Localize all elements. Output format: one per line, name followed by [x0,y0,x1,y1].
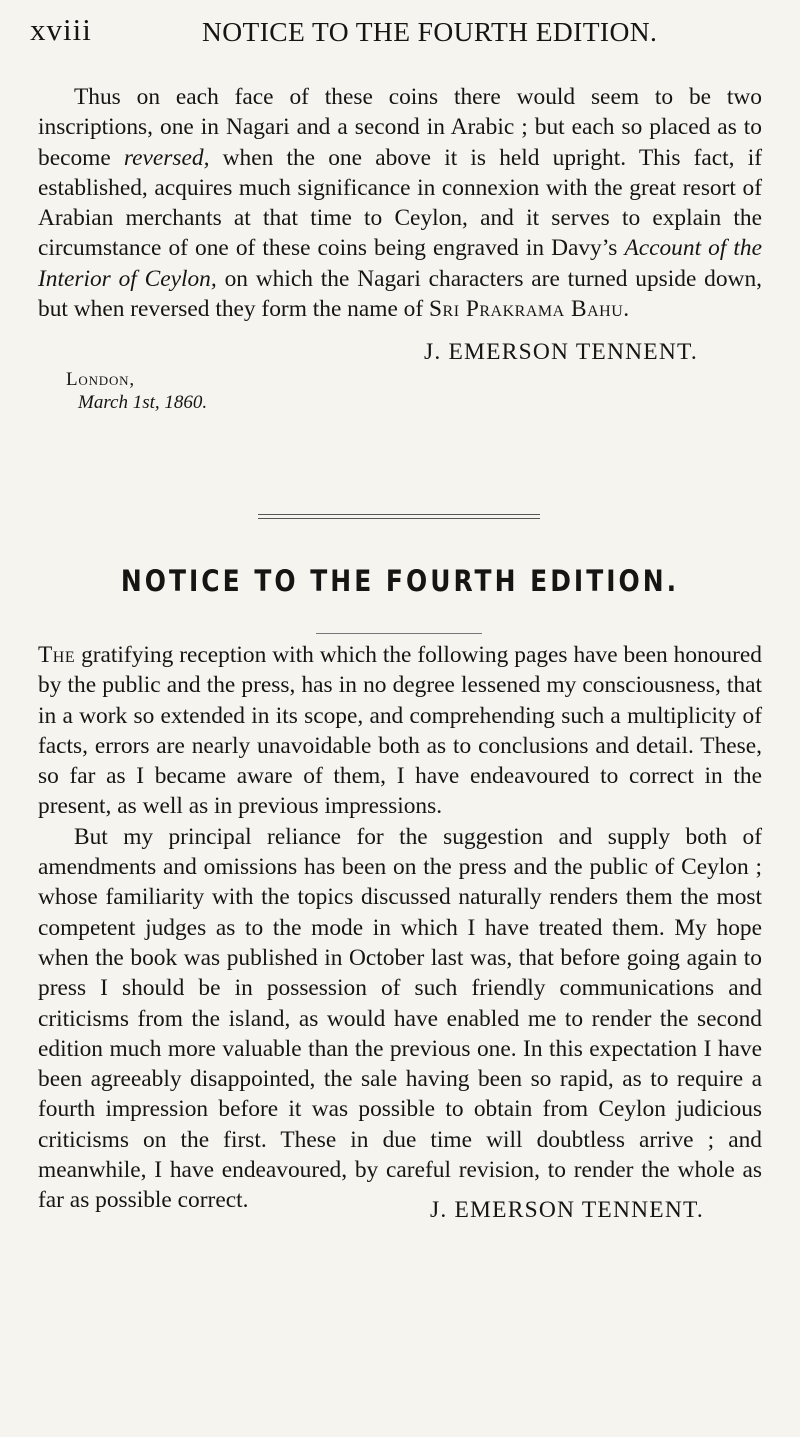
running-head [30,12,770,52]
king-name: Sri Prakrama Bahu. [429,296,630,323]
drop-word: The [38,642,76,668]
section-divider-bottom [258,518,540,519]
dateline [66,368,207,414]
heading-rule [316,633,482,634]
section-heading: NOTICE TO THE FOURTH EDITION. [120,564,680,598]
dateline-date: March 1st, 1860. [78,392,208,413]
emphasis-reversed: reversed, [123,144,210,171]
preface-signature: J. EMERSON TENNENT. [424,339,698,365]
notice-body [38,640,762,1216]
preface-closing-paragraph [38,82,762,324]
notice-paragraph-2: But my principal reliance for the suggestion and supply both of amendments and omissions has been on the press and the public of Ceylon ; whose familiarity with the topics discussed naturally renders them the most competent judges as to the mode in which I have treated them. My hope when the book was published in October last was, that before going again to press I should be in possession of such friendly communications and criticisms from the island, as would have enabled me to render the second edition much more valuable than the previous one. In this expectation I have been agreeably disappointed, the sale having been so rapid, as to require a fourth impression before it was possible to obtain from Ceylon judicious criticisms on the first. These in due time will doubtless arrive ; and meanwhile, I have endeavoured, by careful revision, to render the whole as far as possible correct. [38,823,762,1214]
section-divider-top [258,514,540,515]
page-number: xviii [30,12,92,47]
running-title: NOTICE TO THE FOURTH EDITION. [202,16,658,47]
book-title-davy: Account of the Interior of Ceylon, [38,235,762,292]
coin-inscription-paragraph: Thus on each face of these coins there would seem to be two inscriptions, one in Nagari and a second in Arabic ; but each so placed as to become reversed, when the one above it is held upright. This fact, if established, acquires much significance in connexion with the great resort of Arabian merchants at that time to Ceylon, and it serves to explain the circumstance of one of these coins being engraved in Davy’s Account of the Interior of Ceylon, on which the Nagari characters are turned upside down, but when reversed they form the name of Sri Prakrama Bahu. [38,84,762,323]
dateline-place: London, [66,369,135,390]
notice-paragraph-1: The gratifying reception with which the following pages have been honoured by the public and the press, has in no degree lessened my consciousness, that in a work so extended in its scope, and comprehending such a multiplicity of facts, errors are nearly unavoidable both as to conclusions and detail. These, so far as I became aware of them, I have endeavoured to correct in the present, as well as in previous impressions. [38,642,762,820]
notice-signature: J. EMERSON TENNENT. [430,1197,704,1223]
